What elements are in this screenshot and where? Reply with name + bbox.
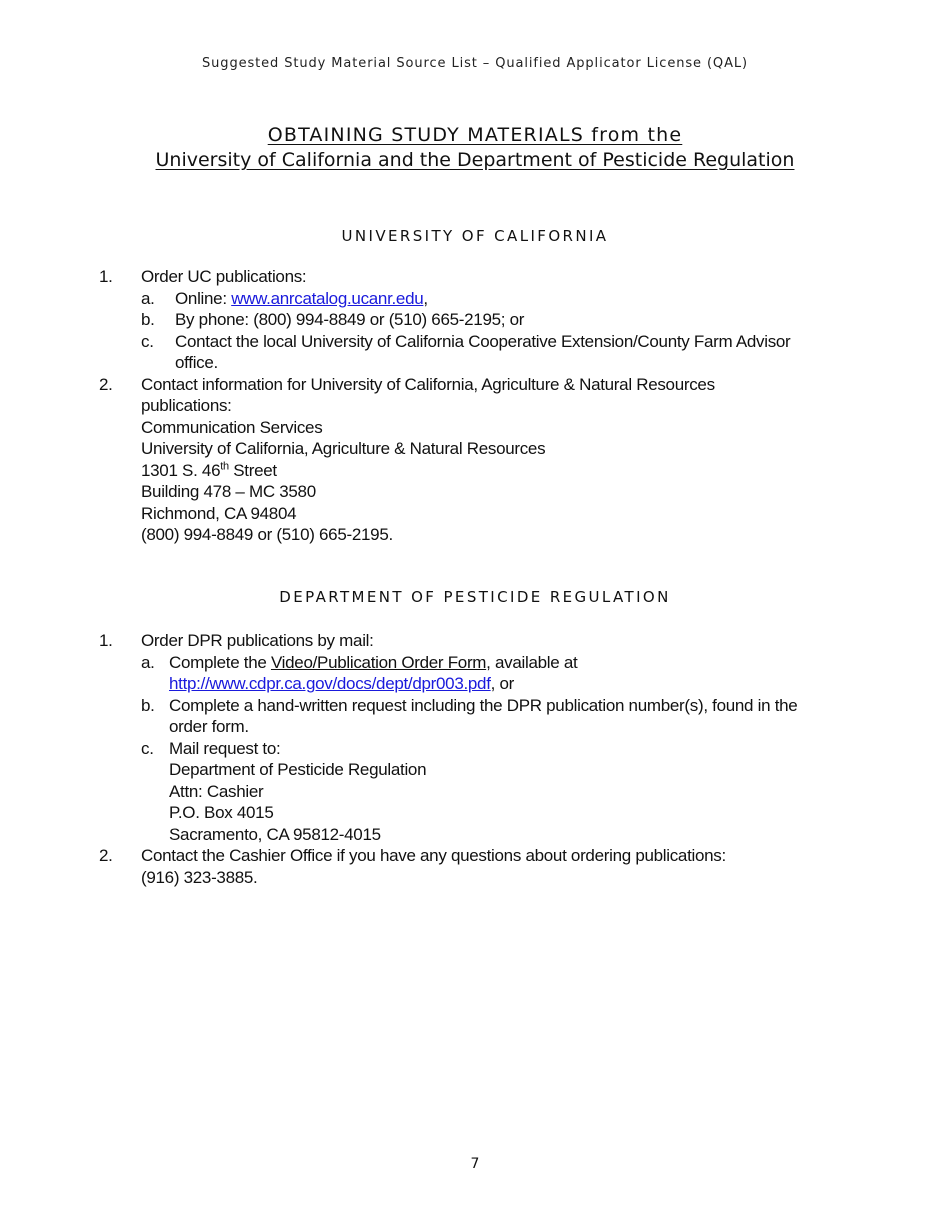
uc-item1b-text: By phone: (800) 994-8849 or (510) 665-2195; or [175,310,525,329]
uc-item1b-letter: b. [141,310,155,329]
uc-item1-number: 1. [99,267,113,286]
uc-address-line2: University of California, Agriculture & Natural Resources [141,439,546,458]
uc-item1a-after: , [423,288,428,308]
dpr-item2-line1: Contact the Cashier Office if you have any questions about ordering publications: [141,846,726,865]
dpr-item1a-post: , available at [486,652,578,672]
uc-item2-number: 2. [99,374,113,394]
running-header: Suggested Study Material Source List – Qualified Applicator License (QAL) [202,56,748,71]
uc-item1c-line2: office. [175,353,218,372]
dpr-item1a-letter: a. [141,652,155,672]
dpr-item2-line2: (916) 323-3885. [141,867,258,887]
dpr-section-heading: DEPARTMENT OF PESTICIDE REGULATION [279,588,671,606]
uc-address-line3 [141,460,277,482]
uc-address-line5: Richmond, CA 94804 [141,503,297,523]
dpr-address-line4: Sacramento, CA 95812-4015 [169,824,381,844]
dpr-address-line3: P.O. Box 4015 [169,803,274,822]
uc-item1a [175,288,428,310]
uc-address-line4: Building 478 – MC 3580 [141,482,316,501]
uc-item1-text: Order UC publications: [141,267,307,286]
dpr-address-line2: Attn: Cashier [169,781,264,801]
uc-address-street: Street [228,460,277,480]
dpr-item1b-letter: b. [141,695,155,715]
title-line-2: University of California and the Department of Pesticide Regulation [155,149,795,171]
dpr-item2-number: 2. [99,846,113,865]
dpr-address-line1: Department of Pesticide Regulation [169,760,427,779]
uc-address-phone: (800) 994-8849 or (510) 665-2195. [141,525,393,544]
order-form-name: Video/Publication Order Form [270,652,487,672]
title-line-1: OBTAINING STUDY MATERIALS from the [267,124,683,146]
uc-item1a-letter: a. [141,288,155,308]
uc-address-line1: Communication Services [141,417,323,437]
uc-list [0,266,950,556]
dpr-item1c-letter: c. [141,738,154,758]
uc-item2-line2: publications: [141,396,232,415]
dpr-item1a-pre: Complete the [169,652,271,672]
uc-item2-line1: Contact information for University of California, Agriculture & Natural Resources [141,374,715,394]
uc-item1a-text: Online: [175,288,232,308]
page-title [0,123,950,173]
dpr-item1a-link-after: , or [490,674,515,693]
order-form-link[interactable]: http://www.cdpr.ca.gov/docs/dept/dpr003.pdf [169,674,491,693]
uc-address-ordinal: th [220,459,229,472]
uc-item1c-line1: Contact the local University of California Cooperative Extension/County Farm Advisor [175,331,791,351]
dpr-item1b-line2: order form. [169,717,249,736]
uc-section-heading: UNIVERSITY OF CALIFORNIA [341,227,609,245]
dpr-item1-text: Order DPR publications by mail: [141,631,374,650]
anrcatalog-link[interactable]: www.anrcatalog.ucanr.edu [231,288,424,308]
uc-item1c-letter: c. [141,331,154,351]
dpr-item1-number: 1. [99,631,113,650]
dpr-list [0,630,950,900]
dpr-item1a-line1 [169,652,577,674]
dpr-item1b-line1: Complete a hand-written request including the DPR publication number(s), found in the [169,695,798,715]
dpr-item1a-line2 [169,673,514,695]
uc-address-street-number: 1301 S. 46 [141,460,221,480]
dpr-item1c-text: Mail request to: [169,738,281,758]
page-number: 7 [470,1156,480,1172]
